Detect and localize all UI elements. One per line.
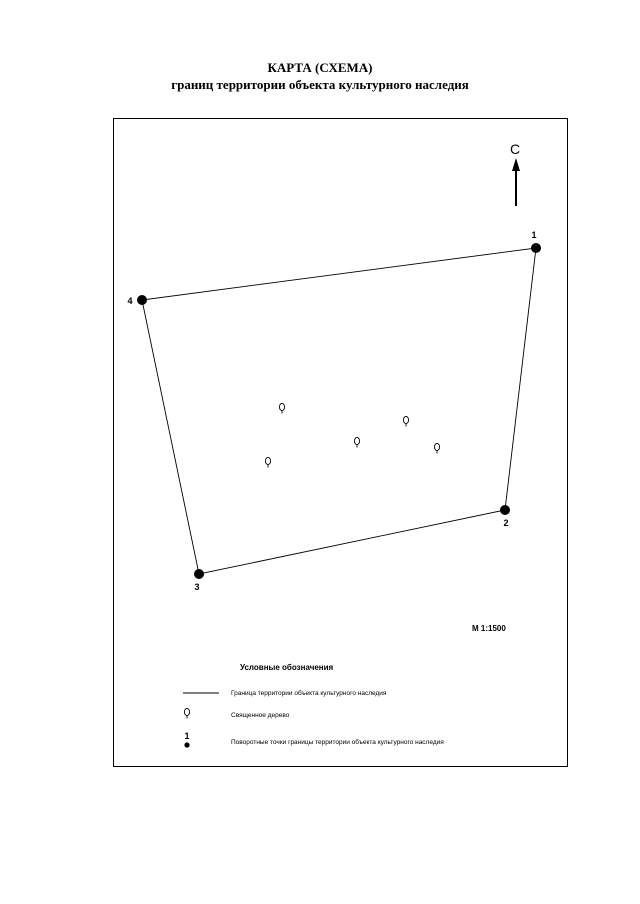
legend-item-tree: Священное дерево <box>231 712 290 719</box>
point-label-2: 2 <box>503 518 509 528</box>
legend-item-boundary: Граница территории объекта культурного наследия <box>231 690 387 697</box>
north-label: С <box>509 141 521 157</box>
scale-label: М 1:1500 <box>472 624 506 633</box>
territory-boundary <box>142 248 536 574</box>
legend-item-point: Поворотные точки границы территории объекта культурного наследия <box>231 739 444 746</box>
turning-point-1 <box>531 230 541 253</box>
legend-title: Условные обозначения <box>240 663 334 672</box>
legend-point-number: 1 <box>184 731 190 741</box>
north-arrow-icon <box>512 158 520 206</box>
legend-point-symbol <box>184 742 189 747</box>
tree-icon <box>279 403 284 413</box>
map-title: КАРТА (СХЕМА) <box>267 60 373 75</box>
turning-point-4 <box>127 295 147 306</box>
tree-icon <box>354 437 359 447</box>
point-label-3: 3 <box>194 582 200 592</box>
turning-point-3 <box>194 569 204 592</box>
point-label-4: 4 <box>127 296 133 306</box>
tree-icon <box>265 457 270 467</box>
turning-point-2 <box>500 505 510 528</box>
point-label-1: 1 <box>531 230 537 240</box>
tree-icon <box>184 708 189 718</box>
tree-icon <box>434 443 439 453</box>
tree-icon <box>403 416 408 426</box>
map-subtitle: границ территории объекта культурного наследия <box>171 77 469 92</box>
